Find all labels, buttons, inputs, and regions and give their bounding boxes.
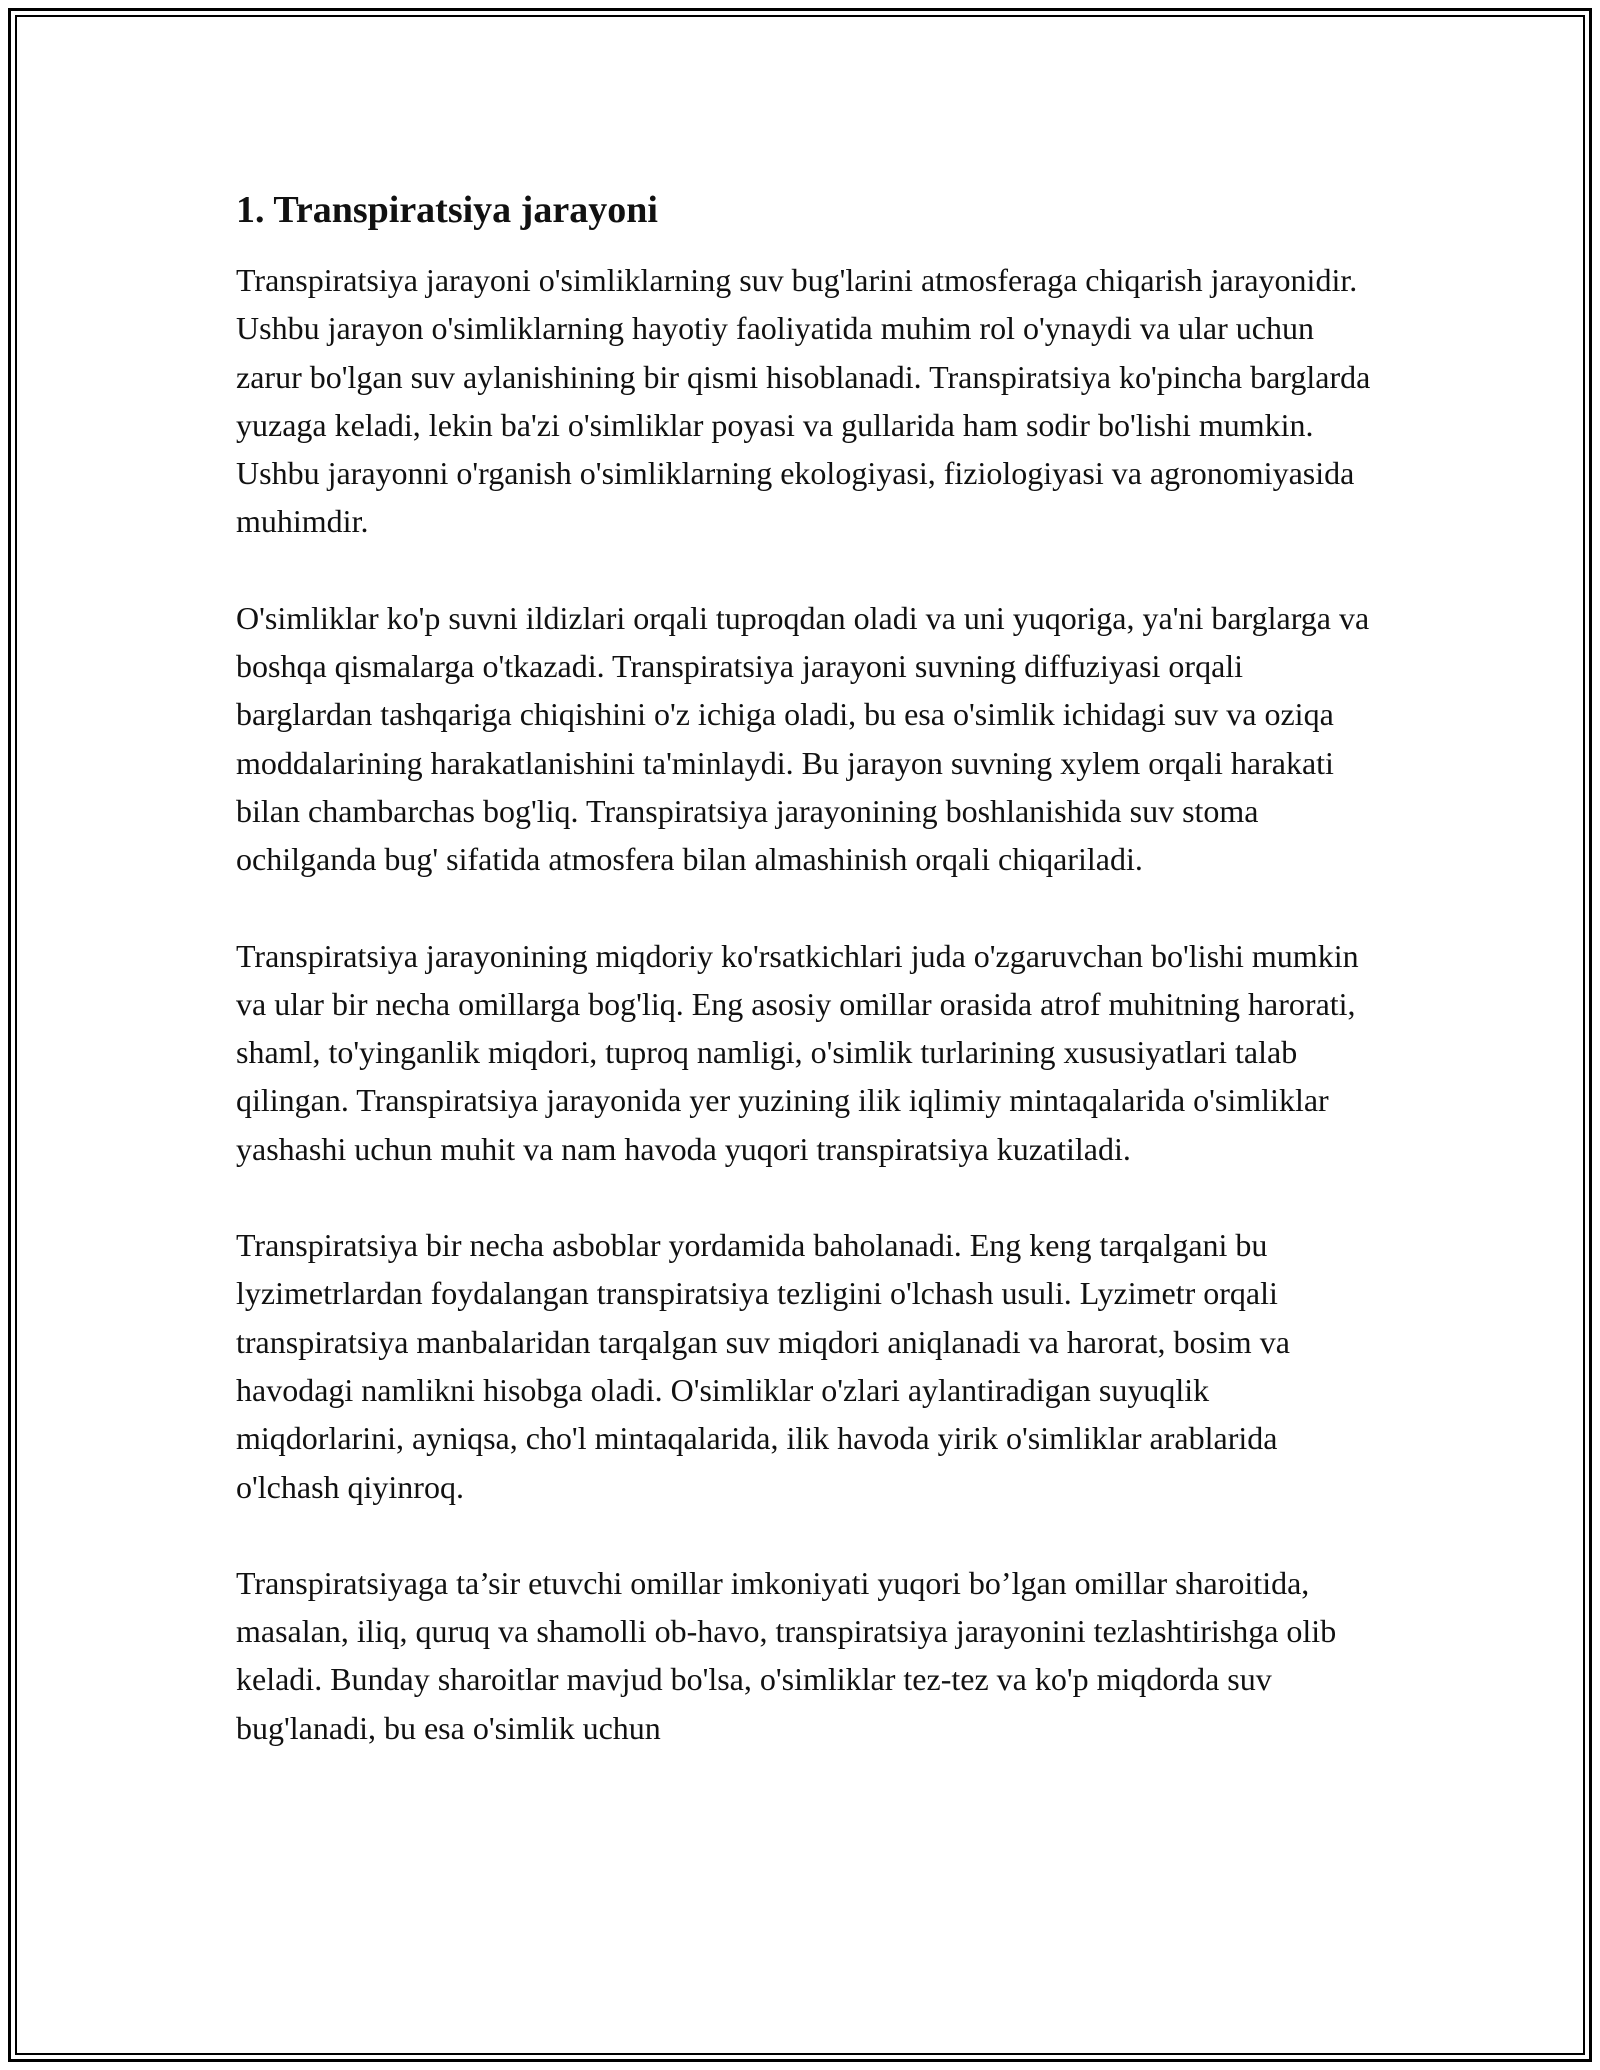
section-heading: 1. Transpiratsiya jarayoni bbox=[236, 189, 658, 231]
document-body bbox=[236, 186, 1376, 1800]
paragraph-3: Transpiratsiya jarayonining miqdoriy ko'rsatkichlari juda o'zgaruvchan bo'lishi mumkin va ular bir necha omillarga bog'liq. Eng asosiy omillar orasida atrof muhitning harorati, shaml, to'yinganlik miqdori, tuproq namligi, o'simlik turlarining xususiyatlari talab qilingan. Transpiratsiya jarayonida yer yuzining ilik iqlimiy mintaqalarida o'simliklar yashashi uchun muhit va nam havoda yuqori transpiratsiya kuzatiladi. bbox=[236, 937, 1359, 1167]
paragraph-1: Transpiratsiya jarayoni o'simliklarning suv bug'larini atmosferaga chiqarish jarayonidir. Ushbu jarayon o'simliklarning hayotiy faoliyatida muhim rol o'ynaydi va ular uchun zarur bo'lgan suv aylanishining bir qismi hisoblanadi. Transpiratsiya ko'pincha barglarda yuzaga keladi, lekin ba'zi o'simliklar poyasi va gullarida ham sodir bo'lishi mumkin. Ushbu jarayonni o'rganish o'simliklarning ekologiyasi, fiziologiyasi va agronomiyasida muhimdir. bbox=[236, 262, 1371, 540]
paragraph-4: Transpiratsiya bir necha asboblar yordamida baholanadi. Eng keng tarqalgani bu lyzimetrlardan foydalangan transpiratsiya tezligini o'lchash usuli. Lyzimetr orqali transpiratsiya manbalaridan tarqalgan suv miqdori aniqlanadi va harorat, bosim va havodagi namlikni hisobga oladi. O'simliklar o'zlari aylantiradigan suyuqlik miqdorlarini, ayniqsa, cho'l mintaqalarida, ilik havoda yirik o'simliklar arablarida o'lchash qiyinroq. bbox=[236, 1227, 1290, 1505]
paragraph-5: Transpiratsiyaga ta’sir etuvchi omillar imkoniyati yuqori bo’lgan omillar sharoitida, masalan, iliq, quruq va shamolli ob-havo, transpiratsiya jarayonini tezlashtirishga olib keladi. Bunday sharoitlar mavjud bo'lsa, o'simliklar tez-tez va ko'p miqdorda suv bug'lanadi, bu esa o'simlik uchun bbox=[236, 1564, 1337, 1746]
paragraph-2: O'simliklar ko'p suvni ildizlari orqali tuproqdan oladi va uni yuqoriga, ya'ni barglarga va boshqa qismalarga o'tkazadi. Transpiratsiya jarayoni suvning diffuziyasi orqali barglardan tashqariga chiqishini o'z ichiga oladi, bu esa o'simlik ichidagi suv va oziqa moddalarining harakatlanishini ta'minlaydi. Bu jarayon suvning xylem orqali harakati bilan chambarchas bog'liq. Transpiratsiya jarayonining boshlanishida suv stoma ochilganda bug' sifatida atmosfera bilan almashinish orqali chiqariladi. bbox=[236, 599, 1370, 878]
